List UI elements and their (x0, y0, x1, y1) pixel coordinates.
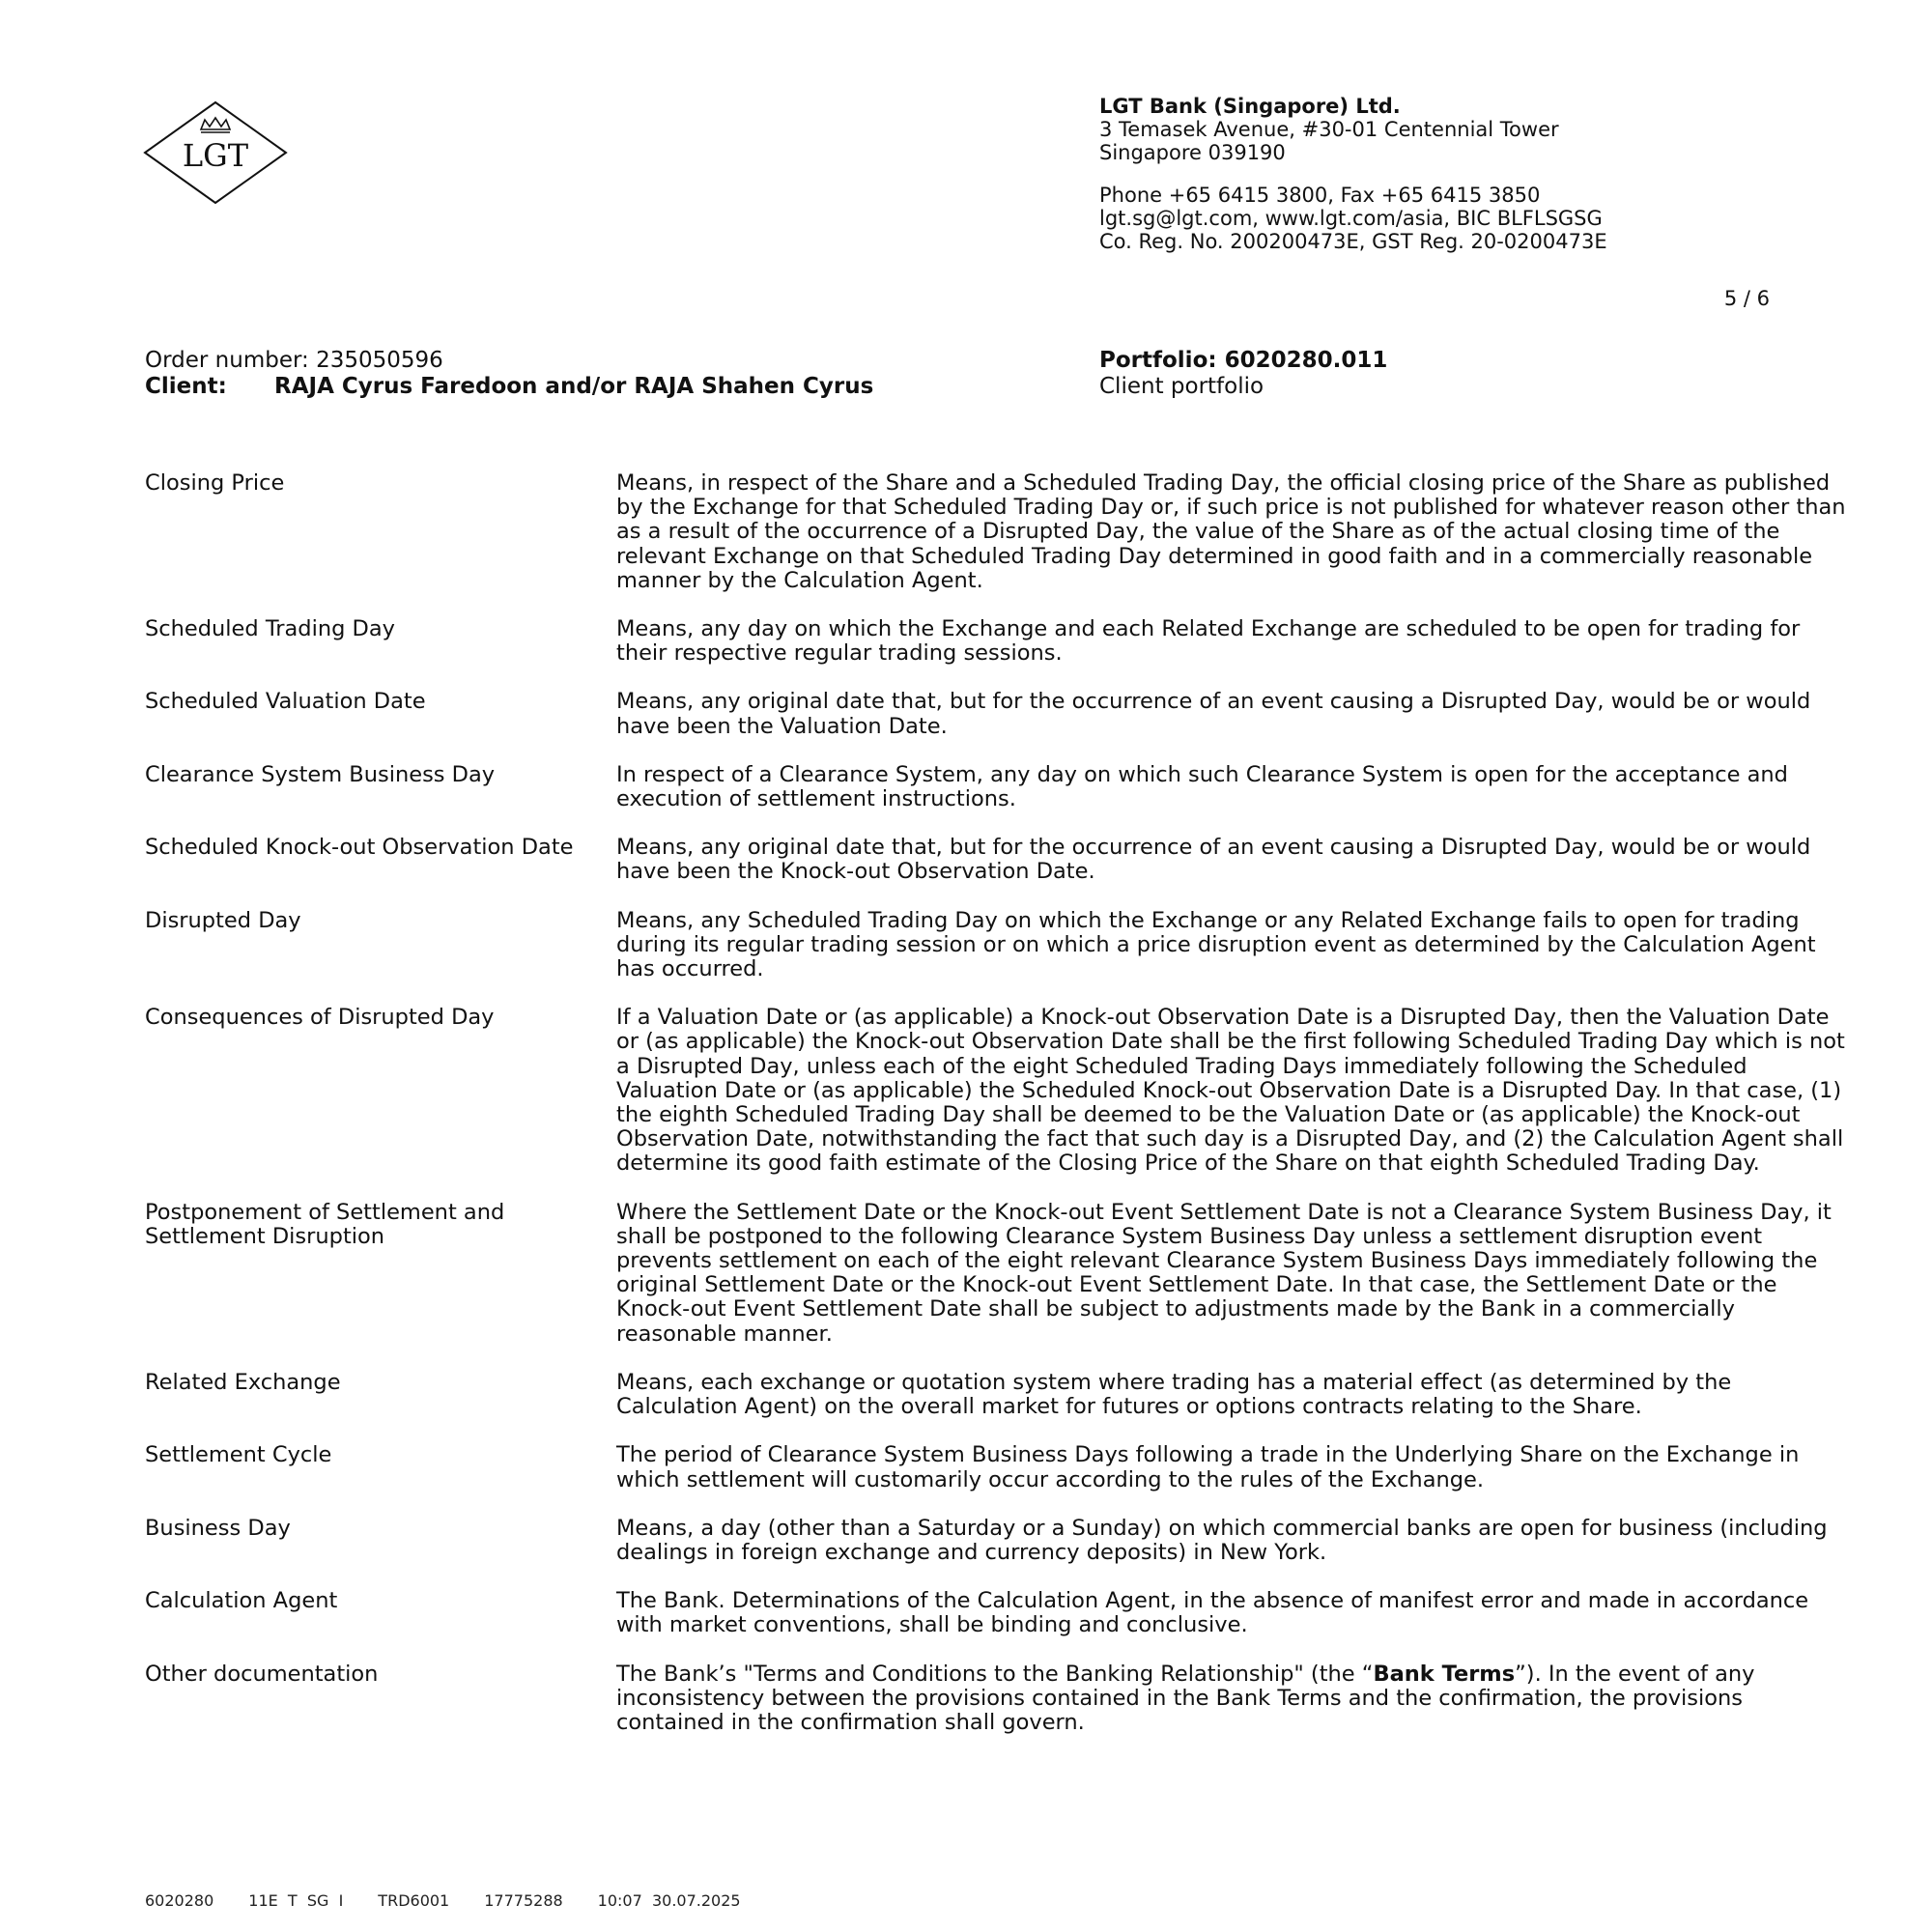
term-row (145, 1201, 1855, 1347)
term-row (145, 690, 1855, 738)
order-number: Order number: 235050596 (145, 348, 443, 373)
footer-codes: 11E T SG I (248, 1891, 344, 1910)
term-label: Related Exchange (145, 1369, 341, 1395)
bank-address-line-2: Singapore 039190 (1099, 141, 1286, 164)
term-row (145, 836, 1855, 884)
bank-name: LGT Bank (Singapore) Ltd. (1099, 95, 1401, 118)
term-label: Postponement of Settlement and Settlement Disruption (145, 1199, 505, 1249)
terms-table (145, 471, 1855, 1759)
footer-portfolio-code: 6020280 (145, 1891, 214, 1910)
bank-phone: Phone +65 6415 3800, Fax +65 6415 3850 (1099, 184, 1541, 207)
term-definition (616, 1662, 1855, 1736)
term-label: Closing Price (145, 470, 285, 496)
definition-text: ”). In the event of any inconsistency between the provisions contained in the Bank Terms and the confirmation, the provisions contained in the confirmation shall govern. (616, 1661, 1755, 1735)
term-definition: The period of Clearance System Business Days following a trade in the Underlying Share on the Exchange in which settlement will customarily occur according to the rules of the Exchange. (616, 1442, 1800, 1492)
definition-text: The Bank’s "Terms and Conditions to the Banking Relationship" (the “ (616, 1661, 1374, 1687)
footer-timestamp: 10:07 30.07.2025 (597, 1891, 741, 1910)
term-definition: Means, any Scheduled Trading Day on which the Exchange or any Related Exchange fails to open for trading during its regular trading session or on which a price disruption event as determined by the Calculation Agent has occurred. (616, 907, 1816, 982)
bank-address-line-1: 3 Temasek Avenue, #30-01 Centennial Tower (1099, 118, 1559, 141)
client-label: Client: (145, 374, 227, 399)
term-label: Settlement Cycle (145, 1442, 332, 1468)
term-label: Scheduled Knock-out Observation Date (145, 835, 574, 861)
term-label: Scheduled Valuation Date (145, 689, 426, 715)
bank-web: lgt.sg@lgt.com, www.lgt.com/asia, BIC BLFLSGSG (1099, 207, 1603, 230)
footer-reference-line (145, 1891, 776, 1910)
term-row (145, 1443, 1855, 1492)
term-definition: The Bank. Determinations of the Calculation Agent, in the absence of manifest error and made in accordance with market conventions, shall be binding and conclusive. (616, 1588, 1809, 1638)
term-definition: Means, any original date that, but for the occurrence of an event causing a Disrupted Day, would be or would have been the Valuation Date. (616, 689, 1811, 739)
logo-text: LGT (182, 137, 249, 174)
term-definition: Where the Settlement Date or the Knock-out Event Settlement Date is not a Clearance System Business Day, it shall be postponed to the following Clearance System Business Day unless a settlement disruption event prevents settlement on each of the eight relevant Clearance System Business Days immediately following the original Settlement Date or the Knock-out Event Settlement Date. In that case, the Settlement Date or the Knock-out Event Settlement Date shall be subject to adjustments made by the Bank in a commercially reasonable manner. (616, 1199, 1832, 1347)
term-definition: Means, each exchange or quotation system where trading has a material effect (as determined by the Calculation Agent) on the overall market for futures or options contracts relating to the Share. (616, 1369, 1732, 1420)
bank-registration: Co. Reg. No. 200200473E, GST Reg. 20-0200473E (1099, 230, 1607, 253)
bank-terms-emphasis: Bank Terms (1373, 1661, 1516, 1687)
term-definition: Means, any original date that, but for the occurrence of an event causing a Disrupted Day, would be or would have been the Knock-out Observation Date. (616, 835, 1811, 885)
term-definition: In respect of a Clearance System, any day on which such Clearance System is open for the acceptance and execution of settlement instructions. (616, 761, 1788, 812)
client-name: RAJA Cyrus Faredoon and/or RAJA Shahen Cyrus (274, 374, 874, 399)
page-number: 5 / 6 (1723, 287, 1770, 310)
term-definition: Means, a day (other than a Saturday or a Sunday) on which commercial banks are open for business (including dealings in foreign exchange and currency deposits) in New York. (616, 1515, 1828, 1565)
portfolio-type: Client portfolio (1099, 374, 1264, 399)
lgt-logo (143, 100, 288, 205)
term-label: Clearance System Business Day (145, 761, 496, 787)
term-row (145, 1517, 1855, 1565)
term-label: Business Day (145, 1515, 291, 1541)
term-label: Other documentation (145, 1661, 379, 1687)
term-row (145, 617, 1855, 666)
portfolio-block (1099, 348, 1387, 400)
client-line (145, 374, 873, 400)
term-row (145, 1589, 1855, 1637)
term-label: Calculation Agent (145, 1588, 338, 1614)
term-label: Consequences of Disrupted Day (145, 1005, 495, 1031)
term-row (145, 763, 1855, 811)
footer-reference-number: 17775288 (484, 1891, 563, 1910)
term-row-other-documentation (145, 1662, 1855, 1736)
term-label: Disrupted Day (145, 907, 301, 933)
term-definition: Means, in respect of the Share and a Scheduled Trading Day, the official closing price of the Share as published by the Exchange for that Scheduled Trading Day or, if such price is not published for whatever reason other than as a result of the occurrence of a Disrupted Day, the value of the Share as of the actual closing time of the relevant Exchange on that Scheduled Trading Day determined in good faith and in a commercially reasonable manner by the Calculation Agent. (616, 470, 1846, 593)
term-row (145, 909, 1855, 982)
footer-transaction-code: TRD6001 (378, 1891, 450, 1910)
term-row (145, 1006, 1855, 1176)
term-label: Scheduled Trading Day (145, 616, 395, 642)
term-definition: Means, any day on which the Exchange and each Related Exchange are scheduled to be open for trading for their respective regular trading sessions. (616, 616, 1801, 667)
term-row (145, 1371, 1855, 1419)
portfolio-number: Portfolio: 6020280.011 (1099, 348, 1388, 373)
bank-address-block (1099, 95, 1607, 253)
term-definition: If a Valuation Date or (as applicable) a Knock-out Observation Date is a Disrupted Day, then the Valuation Date or (as applicable) the Knock-out Observation Date shall be the first following Scheduled Trading Day which is not a Disrupted Day, unless each of the eight Scheduled Trading Days immediately following the Scheduled Valuation Date or (as applicable) the Scheduled Knock-out Observation Date is a Disrupted Day. In that case, (1) the eighth Scheduled Trading Day shall be deemed to be the Valuation Date or (as applicable) the Knock-out Observation Date, notwithstanding the fact that such day is a Disrupted Day, and (2) the Calculation Agent shall determine its good faith estimate of the Closing Price of the Share on that eighth Scheduled Trading Day. (616, 1005, 1845, 1177)
term-row (145, 471, 1855, 593)
